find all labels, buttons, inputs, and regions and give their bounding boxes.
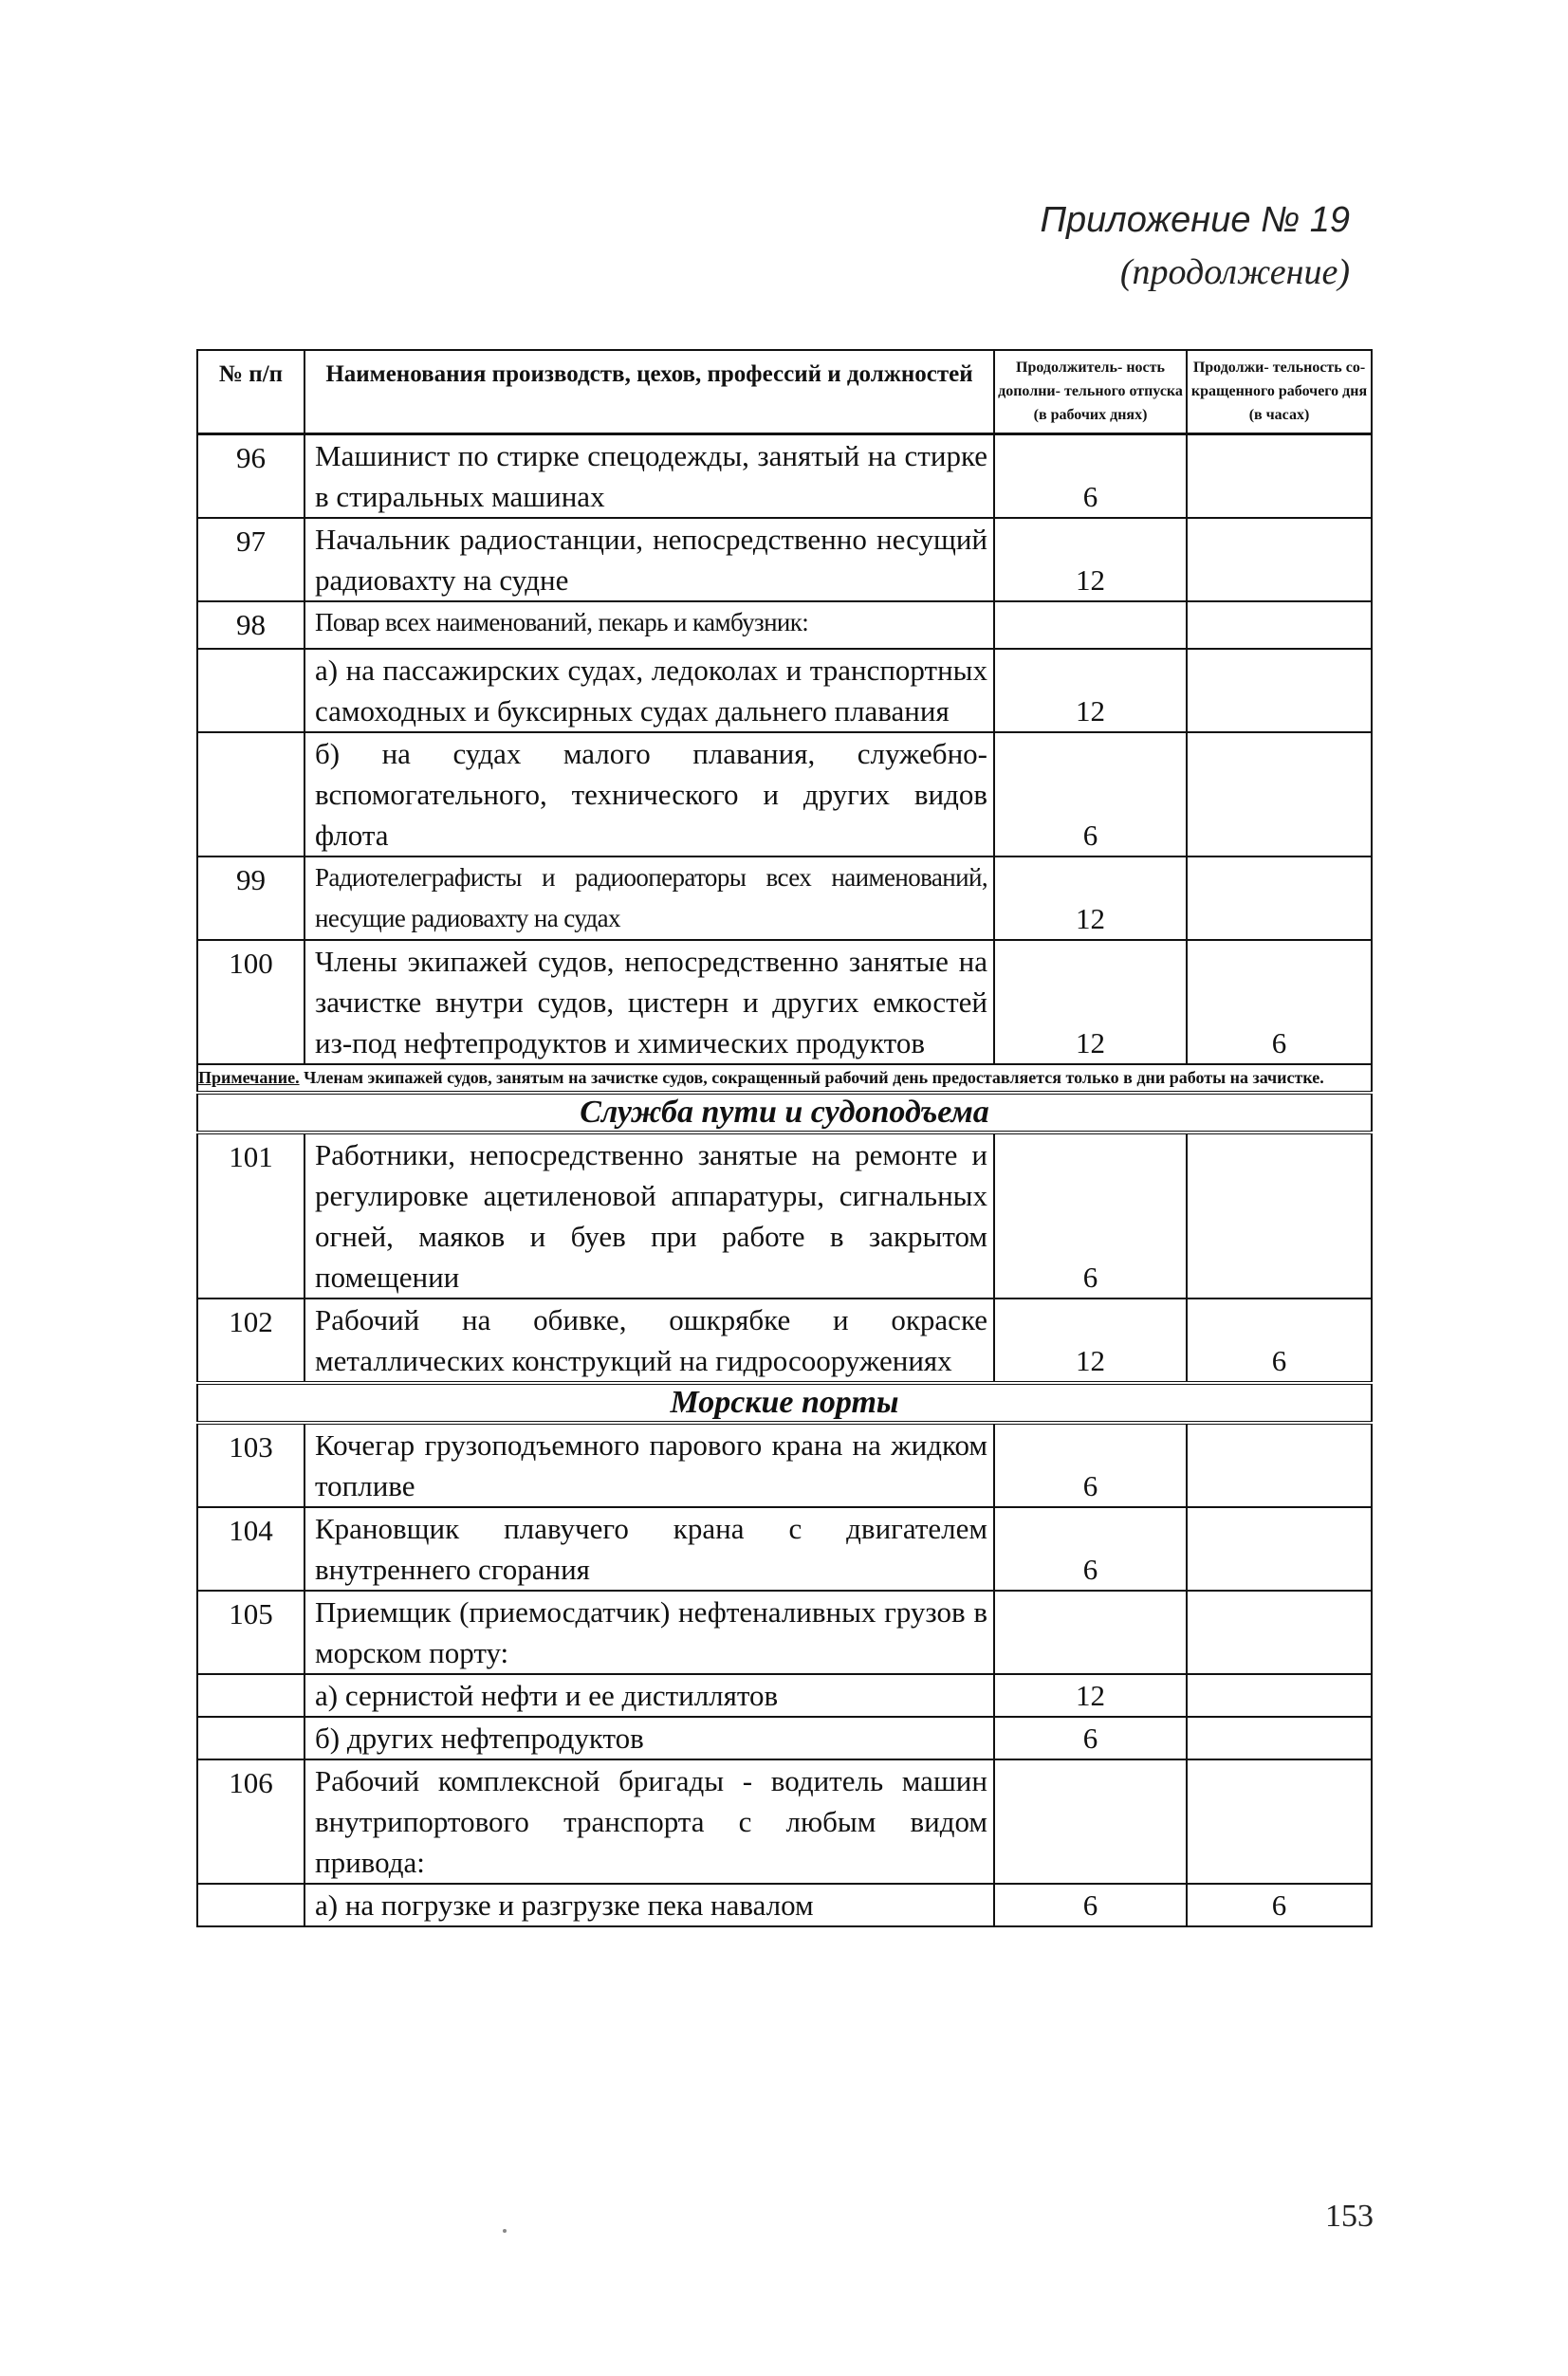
row-number: 97 [236, 525, 266, 559]
row-number: 105 [229, 1597, 273, 1631]
table-row [197, 1133, 1372, 1299]
table-row [197, 1591, 1372, 1674]
row-description: Начальник радиостанции, непосредственно несущий радиовахту на судне [315, 523, 987, 598]
section-title-track-service: Служба пути и судоподъема [197, 1093, 1372, 1133]
table-row [197, 940, 1372, 1064]
table-row [197, 856, 1372, 940]
row-leave-days: 6 [1082, 480, 1098, 514]
speck-mark [503, 2229, 507, 2233]
table-row [197, 518, 1372, 601]
row-number: 102 [229, 1305, 273, 1339]
row-number: 99 [236, 863, 266, 897]
row-leave-days: 12 [1076, 563, 1105, 598]
note-text: Членам экипажей судов, занятым на зачистке судов, сокращенный рабочий день предоставляется только в дни работы на зачистке. [299, 1068, 1324, 1088]
row-description: Повар всех наименований, пекарь и камбузник: [315, 608, 809, 637]
table-row [197, 1717, 1372, 1759]
header-num: № п/п [218, 361, 284, 387]
appendix-subtitle: (продолжение) [1119, 252, 1350, 292]
table-row [197, 434, 1372, 519]
row-description: а) на погрузке и разгрузке пека навалом [315, 1888, 814, 1923]
row-number: 101 [229, 1140, 273, 1174]
table-row [197, 1884, 1372, 1926]
row-number: 104 [229, 1514, 273, 1548]
row-description: б) других нефтепродуктов [315, 1722, 644, 1756]
row-description: Кочегар грузоподъемного парового крана на жидком топливе [315, 1428, 987, 1503]
row-leave-days: 12 [1076, 1344, 1105, 1378]
row-leave-days: 6 [1082, 1553, 1098, 1587]
table-header-row [197, 350, 1372, 434]
section-title-sea-ports-row [197, 1383, 1372, 1423]
table-row [197, 649, 1372, 732]
row-number [198, 1675, 304, 1686]
page-number: 153 [1325, 2199, 1374, 2234]
row-leave-days: 6 [1082, 819, 1098, 853]
section-title-sea-ports: Морские порты [197, 1383, 1372, 1423]
row-leave-days: 6 [1082, 1261, 1098, 1295]
row-description: Рабочий на обивке, ошкрябке и окраске металлических конструкций на гидросооружениях [315, 1303, 987, 1378]
row-description: Крановщик плавучего крана с двигателем внутреннего сгорания [315, 1512, 987, 1587]
appendix-title: Приложение № 19 [1040, 200, 1350, 240]
table-row [197, 1507, 1372, 1591]
table-row [197, 601, 1372, 649]
row-description: Работники, непосредственно занятые на ремонте и регулировке ацетиленовой аппаратуры, сигнальных огней, маяков и буев при работе в закрытом помещении [315, 1138, 987, 1295]
row-leave-days: 12 [1076, 1026, 1105, 1060]
row-day-hours: 6 [1271, 1888, 1287, 1923]
table-row [197, 1299, 1372, 1383]
row-description: б) на судах малого плавания, служебно-вспомогательного, технического и других видов флота [315, 737, 987, 853]
row-number [198, 1885, 304, 1896]
professions-table [196, 349, 1373, 1927]
table-row [197, 1674, 1372, 1717]
note-row [197, 1064, 1372, 1093]
row-description: Радиотелеграфисты и радиооператоры всех наименований, несущие радиовахту на судах [315, 863, 987, 933]
row-number: 98 [236, 608, 266, 642]
row-leave-days: 6 [1082, 1722, 1098, 1756]
row-leave-days: 12 [1076, 1679, 1105, 1713]
header-leave: Продолжитель- ность дополни- тельного отпуска (в рабочих днях) [998, 359, 1183, 423]
row-description: а) на пассажирских судах, ледоколах и транспортных самоходных и буксирных судах дальнего плавания [315, 654, 987, 728]
header-name: Наименования производств, цехов, профессий и должностей [325, 361, 973, 387]
table-row [197, 1759, 1372, 1884]
row-day-hours: 6 [1271, 1344, 1287, 1378]
row-description: Рабочий комплексной бригады - водитель машин внутрипортового транспорта с любым видом привода: [315, 1764, 987, 1880]
row-number: 106 [229, 1766, 273, 1800]
row-leave-days: 6 [1082, 1888, 1098, 1923]
section-title-track-service-row [197, 1093, 1372, 1133]
row-day-hours: 6 [1271, 1026, 1287, 1060]
note [197, 1064, 1372, 1093]
row-number [198, 1718, 304, 1729]
table-row [197, 1423, 1372, 1507]
note-label: Примечание. [198, 1068, 300, 1088]
row-description: Приемщик (приемосдатчик) нефтеналивных грузов в морском порту: [315, 1595, 987, 1670]
row-leave-days: 12 [1076, 902, 1105, 936]
row-number [198, 650, 304, 661]
row-description: а) сернистой нефти и ее дистиллятов [315, 1679, 779, 1713]
row-number: 100 [229, 947, 273, 981]
header-day: Продолжи- тельность со- кращенного рабочего дня (в часах) [1190, 359, 1368, 423]
row-number: 96 [236, 441, 266, 475]
table-row [197, 732, 1372, 856]
row-number: 103 [229, 1430, 273, 1464]
row-leave-days: 12 [1076, 694, 1105, 728]
row-leave-days: 6 [1082, 1469, 1098, 1503]
row-number [198, 733, 304, 745]
row-description: Члены экипажей судов, непосредственно занятые на зачистке внутри судов, цистерн и других емкостей из-под нефтепродуктов и химических продуктов [315, 945, 987, 1060]
row-description: Машинист по стирке спецодежды, занятый на стирке в стиральных машинах [315, 439, 987, 514]
